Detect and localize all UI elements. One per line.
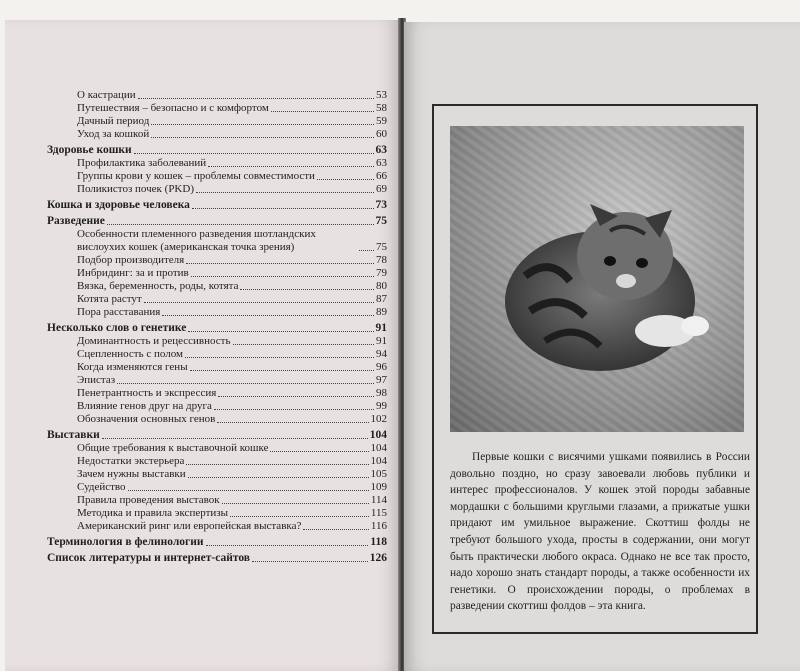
toc-leader — [107, 224, 374, 225]
toc-label: Методика и правила экспертизы — [77, 507, 228, 519]
toc-entry — [47, 455, 387, 468]
toc-page-number: 116 — [370, 520, 387, 532]
toc-label: Судейство — [77, 481, 126, 493]
toc-section — [47, 536, 387, 549]
toc-leader — [206, 545, 369, 546]
toc-leader — [230, 516, 369, 517]
toc-page-number: 105 — [370, 468, 387, 480]
toc-entry — [47, 267, 387, 280]
toc-label: Список литературы и интернет-сайтов — [47, 552, 250, 564]
toc-leader — [144, 302, 374, 303]
toc-label: Выставки — [47, 429, 100, 441]
toc-entry — [47, 400, 387, 413]
toc-page-number: 104 — [369, 429, 387, 441]
toc-section — [47, 429, 387, 442]
toc-label: Эпистаз — [77, 374, 116, 386]
toc-page-number: 102 — [370, 413, 387, 425]
toc-label: Правила проведения выставок — [77, 494, 220, 506]
toc-page-number: 58 — [376, 102, 387, 114]
toc-leader — [185, 357, 374, 358]
toc-leader — [208, 166, 374, 167]
toc-entry — [47, 228, 387, 254]
toc-label: Обозначения основных генов — [77, 413, 216, 425]
toc-label: Когда изменяются гены — [77, 361, 188, 373]
toc-page-number: 75 — [376, 241, 387, 253]
toc-section — [47, 552, 387, 565]
toc-label: Пенетрантность и экспрессия — [77, 387, 217, 399]
toc-entry — [47, 254, 387, 267]
toc-page-number: 109 — [370, 481, 387, 493]
toc-label: Разведение — [47, 215, 105, 227]
toc-entry — [47, 348, 387, 361]
toc-page-number: 60 — [376, 128, 387, 140]
toc-page-number: 118 — [370, 536, 387, 548]
toc-entry — [47, 413, 387, 426]
toc-label: Профилактика заболеваний — [77, 157, 207, 169]
toc-leader — [102, 438, 368, 439]
toc-page-number: 104 — [370, 442, 387, 454]
toc-page-number: 78 — [376, 254, 387, 266]
toc-leader — [186, 464, 368, 465]
toc-label: Подбор производителя — [77, 254, 185, 266]
toc-page-number: 91 — [375, 322, 387, 334]
toc-entry — [47, 442, 387, 455]
toc-entry — [47, 520, 387, 533]
toc-page-number: 53 — [376, 89, 387, 101]
toc-leader — [252, 561, 368, 562]
toc-entry — [47, 183, 387, 196]
toc-entry — [47, 293, 387, 306]
toc-leader — [192, 208, 374, 209]
table-of-contents — [47, 89, 387, 565]
toc-page-number: 115 — [370, 507, 387, 519]
toc-label: Поликистоз почек (PKD) — [77, 183, 194, 195]
toc-leader — [218, 396, 374, 397]
toc-label: Здоровье кошки — [47, 144, 132, 156]
toc-entry — [47, 89, 387, 102]
toc-leader — [271, 111, 374, 112]
toc-leader — [359, 250, 374, 251]
toc-leader — [270, 451, 368, 452]
toc-label: Влияние генов друг на друга — [77, 400, 212, 412]
toc-page-number: 94 — [376, 348, 387, 360]
toc-page-number: 73 — [375, 199, 387, 211]
toc-leader — [162, 315, 374, 316]
toc-label: Американский ринг или европейская выставка? — [77, 520, 302, 532]
toc-label: Уход за кошкой — [77, 128, 150, 140]
toc-leader — [233, 344, 375, 345]
toc-page-number: 104 — [370, 455, 387, 467]
toc-entry — [47, 468, 387, 481]
toc-section — [47, 215, 387, 228]
toc-entry — [47, 102, 387, 115]
toc-label: Вязка, беременность, роды, котята — [77, 280, 239, 292]
toc-leader — [222, 503, 369, 504]
toc-page-number: 75 — [375, 215, 387, 227]
toc-page-number: 114 — [370, 494, 387, 506]
toc-entry — [47, 361, 387, 374]
toc-section — [47, 199, 387, 212]
toc-entry — [47, 157, 387, 170]
toc-page-number: 63 — [375, 144, 387, 156]
toc-label: Котята растут — [77, 293, 142, 305]
toc-leader — [191, 276, 374, 277]
toc-leader — [151, 137, 374, 138]
toc-label: Недостатки экстерьера — [77, 455, 185, 467]
toc-page-number: 98 — [376, 387, 387, 399]
toc-label: Терминология в фелинологии — [47, 536, 204, 548]
book-blurb: Первые кошки с висячими ушками появились в России довольно поздно, но сразу завоевали любовь публики и интерес профессионалов. У кошек этой породы забавные мордашки с большими круглыми глазами, а прижатые ушки придают им умильное выражение. Скоттиш фолды не требуют большого ухода, просты в содержании, они могут быть практически любого окраса. Однако не все так просто, надо хорошо знать стандарт породы, а также особенности их генетики. О происхождении породы, о проблемах в разведении скоттиш фолдов – эта книга. — [450, 451, 750, 613]
toc-leader — [138, 98, 374, 99]
toc-label: Несколько слов о генетике — [47, 322, 187, 334]
toc-leader — [186, 263, 374, 264]
toc-leader — [128, 490, 369, 491]
toc-leader — [303, 529, 369, 530]
toc-leader — [317, 179, 374, 180]
toc-page-number: 96 — [376, 361, 387, 373]
toc-label: О кастрации — [77, 89, 136, 101]
toc-page-number: 97 — [376, 374, 387, 386]
toc-label: Группы крови у кошек – проблемы совместимости — [77, 170, 315, 182]
toc-leader — [188, 331, 373, 332]
toc-leader — [151, 124, 374, 125]
toc-leader — [190, 370, 374, 371]
toc-entry — [47, 494, 387, 507]
toc-entry — [47, 170, 387, 183]
toc-label: Особенности племенного разведения шотландских вислоухих кошек (американская точка зрения) — [77, 228, 316, 253]
toc-entry — [47, 335, 387, 348]
toc-leader — [240, 289, 374, 290]
toc-label: Кошка и здоровье человека — [47, 199, 190, 211]
toc-label: Зачем нужны выставки — [77, 468, 186, 480]
toc-page-number: 59 — [376, 115, 387, 127]
toc-leader — [117, 383, 374, 384]
toc-leader — [188, 477, 369, 478]
toc-entry — [47, 387, 387, 400]
toc-entry — [47, 128, 387, 141]
toc-leader — [214, 409, 374, 410]
toc-label: Путешествия – безопасно и с комфортом — [77, 102, 269, 114]
toc-page-number: 99 — [376, 400, 387, 412]
toc-entry — [47, 507, 387, 520]
toc-page-number: 66 — [376, 170, 387, 182]
toc-page-number: 89 — [376, 306, 387, 318]
toc-section — [47, 144, 387, 157]
toc-leader — [196, 192, 374, 193]
toc-label: Общие требования к выставочной кошке — [77, 442, 269, 454]
toc-page-number: 87 — [376, 293, 387, 305]
toc-label: Доминантность и рецессивность — [77, 335, 231, 347]
toc-section — [47, 322, 387, 335]
toc-entry — [47, 306, 387, 319]
toc-entry — [47, 374, 387, 387]
toc-page-number: 80 — [376, 280, 387, 292]
toc-label: Сцепленность с полом — [77, 348, 183, 360]
toc-page-number: 69 — [376, 183, 387, 195]
toc-page-number: 126 — [369, 552, 387, 564]
toc-entry — [47, 280, 387, 293]
toc-entry — [47, 115, 387, 128]
kitten-illustration — [450, 126, 744, 432]
toc-leader — [217, 422, 368, 423]
toc-label: Пора расставания — [77, 306, 161, 318]
toc-page-number: 79 — [376, 267, 387, 279]
toc-leader — [134, 153, 374, 154]
toc-page-number: 63 — [376, 157, 387, 169]
toc-entry — [47, 481, 387, 494]
toc-label: Инбридинг: за и против — [77, 267, 189, 279]
toc-page-number: 91 — [376, 335, 387, 347]
toc-label: Дачный период — [77, 115, 150, 127]
kitten-photo — [450, 126, 744, 432]
